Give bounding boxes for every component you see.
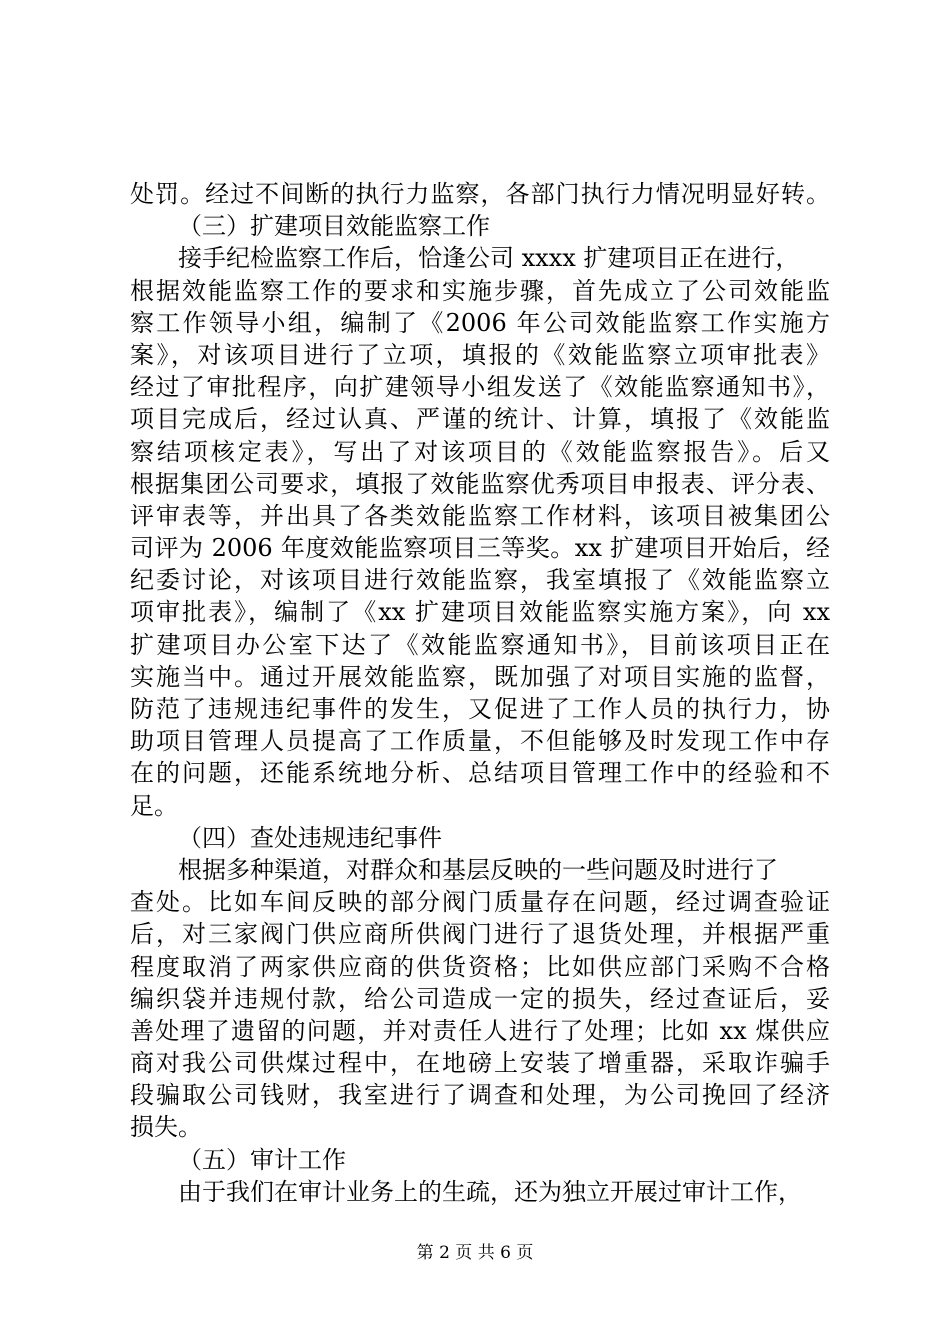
- body-text-line: 根据效能监察工作的要求和实施步骤，首先成立了公司效能监: [130, 276, 830, 305]
- body-text-line: 项目完成后，经过认真、严谨的统计、计算，填报了《效能监: [130, 405, 830, 434]
- document-body: [130, 178, 830, 1208]
- body-text-line: 足。: [130, 791, 178, 820]
- body-text-line: 项审批表》，编制了《xx 扩建项目效能监察实施方案》，向 xx: [130, 598, 830, 627]
- body-text-line: 纪委讨论，对该项目进行效能监察，我室填报了《效能监察立: [130, 566, 830, 595]
- body-text-line: 损失。: [130, 1113, 202, 1142]
- body-text-line: 助项目管理人员提高了工作质量，不但能够及时发现工作中存: [130, 727, 830, 756]
- body-text-line: 段骗取公司钱财，我室进行了调查和处理，为公司挽回了经济: [130, 1081, 830, 1110]
- body-text-line: 查处。比如车间反映的部分阀门质量存在问题，经过调查验证: [130, 888, 830, 917]
- body-text-line: 后，对三家阀门供应商所供阀门进行了退货处理，并根据严重: [130, 920, 830, 949]
- section-heading: （四）查处违规违纪事件: [178, 823, 442, 852]
- body-text-line: 司评为 2006 年度效能监察项目三等奖。xx 扩建项目开始后，经: [130, 534, 830, 563]
- body-text-line: 善处理了遗留的问题，并对责任人进行了处理；比如 xx 煤供应: [130, 1016, 830, 1045]
- paragraph-first-line: 由于我们在审计业务上的生疏，还为独立开展过审计工作，: [178, 1177, 802, 1206]
- body-text-line: 实施当中。通过开展效能监察，既加强了对项目实施的监督，: [130, 662, 830, 691]
- page-footer: 第 2 页 共 6 页: [416, 1243, 534, 1263]
- section-heading: （三）扩建项目效能监察工作: [178, 212, 490, 241]
- section-heading: （五）审计工作: [178, 1145, 346, 1174]
- body-text-line: 商对我公司供煤过程中，在地磅上安装了增重器，采取诈骗手: [130, 1049, 830, 1078]
- body-text-line: 案》，对该项目进行了立项，填报的《效能监察立项审批表》: [130, 340, 830, 369]
- body-text-line: 扩建项目办公室下达了《效能监察通知书》，目前该项目正在: [130, 630, 830, 659]
- body-text-line: 编织袋并违规付款，给公司造成一定的损失，经过查证后，妥: [130, 984, 830, 1013]
- paragraph-first-line: 接手纪检监察工作后，恰逢公司 xxxx 扩建项目正在进行，: [178, 244, 800, 273]
- body-text-line: 防范了违规违纪事件的发生，又促进了工作人员的执行力，协: [130, 695, 830, 723]
- body-text-line: 察结项核定表》，写出了对该项目的《效能监察报告》。后又: [130, 437, 830, 466]
- body-text-line: 在的问题，还能系统地分析、总结项目管理工作中的经验和不: [130, 759, 830, 788]
- body-text-line: 根据集团公司要求，填报了效能监察优秀项目申报表、评分表、: [130, 469, 830, 498]
- body-text-line: 评审表等，并出具了各类效能监察工作材料，该项目被集团公: [130, 501, 830, 530]
- body-text-line: 程度取消了两家供应商的供货资格；比如供应部门采购不合格: [130, 952, 830, 981]
- paragraph-first-line: 根据多种渠道，对群众和基层反映的一些问题及时进行了: [178, 855, 778, 884]
- body-text-line: 经过了审批程序，向扩建领导小组发送了《效能监察通知书》，: [130, 373, 830, 402]
- body-text-line: 察工作领导小组，编制了《2006 年公司效能监察工作实施方: [130, 308, 830, 337]
- body-text-line: 处罚。经过不间断的执行力监察，各部门执行力情况明显好转。: [130, 180, 830, 208]
